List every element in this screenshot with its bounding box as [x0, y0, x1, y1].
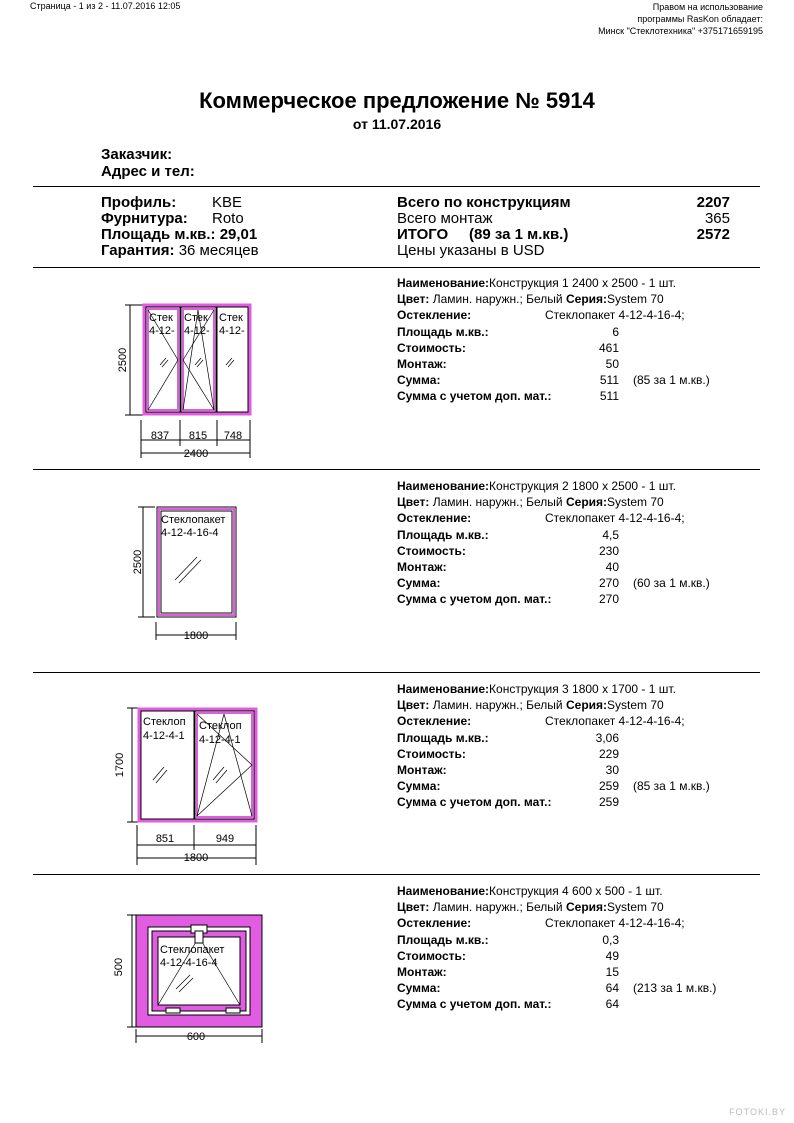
- cost-label: Стоимость:: [397, 746, 466, 761]
- detail-row: [397, 884, 663, 898]
- pane-2-text: 4-12-4-1: [199, 734, 241, 746]
- detail-row: [397, 682, 676, 696]
- series-label: Серия:: [565, 900, 608, 915]
- series-value: System 70: [607, 900, 664, 915]
- detail-row: [397, 292, 664, 306]
- area-value: 0,3: [602, 932, 619, 947]
- glazing-row: [397, 511, 471, 525]
- divider: [33, 186, 760, 187]
- pane-text: Стеклопакет: [160, 944, 225, 956]
- width-dimension: 2400: [183, 448, 209, 460]
- total-constructions-label: Всего по конструкциям: [397, 194, 571, 211]
- profile-row: [101, 194, 243, 211]
- area-value: 3,06: [595, 730, 619, 745]
- customer-label: Заказчик:: [101, 146, 173, 163]
- area-label: Площадь м.кв.:: [397, 730, 489, 745]
- name-label: Наименование:: [397, 479, 490, 493]
- divider: [33, 672, 760, 673]
- page-info: Страница - 1 из 2 - 11.07.2016 12:05: [30, 1, 181, 11]
- total-value: 2572: [696, 226, 730, 243]
- install-label: Монтаж:: [397, 560, 447, 574]
- rights-line-1: Правом на использование: [652, 2, 763, 12]
- width-dimension: 600: [186, 1031, 206, 1043]
- hardware-label: Фурнитура:: [101, 210, 188, 227]
- pane-2-text: Стек: [184, 312, 208, 324]
- sum-total-label: Сумма с учетом доп. мат.:: [397, 795, 552, 810]
- name-label: Наименование:: [397, 276, 490, 290]
- glazing-label: Остекление:: [397, 511, 472, 526]
- sum-per-m2-note: (213 за 1 м.кв.): [633, 981, 717, 996]
- glazing-value: Стеклопакет 4-12-4-16-4;: [545, 714, 685, 729]
- install-value: 15: [605, 965, 619, 979]
- construction-3-drawing: [108, 700, 268, 870]
- glazing-value: Стеклопакет 4-12-4-16-4;: [545, 308, 685, 323]
- cost-value: 230: [598, 543, 619, 558]
- area-label: Площадь м.кв.:: [397, 932, 489, 947]
- pane-text: 4-12-4-16-4: [160, 957, 218, 969]
- section-dimension: 949: [215, 833, 235, 845]
- pane-2-text: Стеклоп: [199, 720, 242, 732]
- glazing-value: Стеклопакет 4-12-4-16-4;: [545, 916, 685, 931]
- color-value: Ламин. наружн.; Белый: [432, 495, 563, 510]
- cost-label: Стоимость:: [397, 543, 466, 558]
- cost-value: 461: [598, 340, 619, 355]
- sum-total-label: Сумма с учетом доп. мат.:: [397, 997, 552, 1012]
- warranty-value: 36 месяцев: [178, 242, 259, 259]
- area-value: 29,01: [219, 226, 258, 243]
- width-dimension: 1800: [183, 852, 209, 864]
- series-value: System 70: [607, 495, 664, 510]
- sum-total-value: 259: [598, 795, 619, 810]
- series-value: System 70: [607, 698, 664, 713]
- rights-line-3: Минск "Стеклотехника" +375171659195: [598, 26, 763, 36]
- color-label: Цвет:: [397, 292, 430, 307]
- series-label: Серия:: [565, 495, 608, 510]
- sum-total-value: 64: [605, 997, 619, 1012]
- sum-label: Сумма:: [397, 981, 441, 996]
- install-label: Монтаж:: [397, 763, 447, 777]
- install-value: 30: [605, 763, 619, 777]
- install-label: Монтаж:: [397, 357, 447, 371]
- sum-total-label: Сумма с учетом доп. мат.:: [397, 389, 552, 404]
- height-dimension: 500: [113, 957, 125, 977]
- area-label: Площадь м.кв.:: [397, 527, 489, 542]
- pane-text: 4-12-4-16-4: [161, 527, 219, 539]
- sum-total-label: Сумма с учетом доп. мат.:: [397, 592, 552, 607]
- sum-total-value: 511: [599, 389, 619, 404]
- color-label: Цвет:: [397, 698, 430, 713]
- detail-row: [397, 479, 676, 493]
- glazing-value: Стеклопакет 4-12-4-16-4;: [545, 511, 685, 526]
- watermark: FOTOKI.BY: [729, 1107, 786, 1117]
- page-title: Коммерческое предложение № 5914: [199, 88, 595, 113]
- area-row: [101, 226, 257, 243]
- divider: [33, 469, 760, 470]
- rights-line-2: программы RasKon обладает:: [637, 14, 763, 24]
- construction-4-drawing: [108, 905, 278, 1050]
- construction-2-drawing: [125, 500, 245, 650]
- pane-1-text: 4-12-4-1: [143, 730, 185, 742]
- glazing-label: Остекление:: [397, 916, 472, 931]
- construction-name: Конструкция 4 600 x 500 - 1 шт.: [489, 884, 663, 898]
- sum-per-m2-note: (60 за 1 м.кв.): [633, 576, 710, 591]
- total-label: ИТОГО (89 за 1 м.кв.): [397, 226, 569, 243]
- total-install-label: Всего монтаж: [397, 210, 493, 227]
- page-subtitle: от 11.07.2016: [352, 116, 442, 132]
- height-dimension: 1700: [114, 752, 126, 778]
- section-dimension: 851: [155, 833, 175, 845]
- series-value: System 70: [607, 292, 664, 307]
- divider: [33, 267, 760, 268]
- sum-value: 64: [605, 981, 619, 996]
- cost-value: 229: [598, 746, 619, 761]
- install-label: Монтаж:: [397, 965, 447, 979]
- detail-row: [397, 495, 664, 509]
- currency-note: Цены указаны в USD: [397, 242, 545, 259]
- glazing-row: [397, 714, 471, 728]
- glazing-label: Остекление:: [397, 714, 472, 729]
- sum-total-value: 270: [598, 592, 619, 607]
- detail-row: [397, 276, 676, 290]
- sum-label: Сумма:: [397, 779, 441, 794]
- glazing-row: [397, 308, 471, 322]
- detail-row: [397, 900, 664, 914]
- name-label: Наименование:: [397, 884, 490, 898]
- height-dimension: 2500: [132, 549, 144, 575]
- color-value: Ламин. наружн.; Белый: [432, 698, 563, 713]
- total-constructions-value: 2207: [696, 194, 730, 211]
- pane-3-text: 4-12-: [219, 325, 245, 337]
- pane-1-text: 4-12-: [149, 325, 175, 337]
- color-label: Цвет:: [397, 495, 430, 510]
- section-dimension: 815: [188, 430, 208, 442]
- install-value: 40: [605, 560, 619, 574]
- warranty-row: [101, 242, 259, 259]
- sum-per-m2-note: (85 за 1 м.кв.): [633, 779, 710, 794]
- glazing-row: [397, 916, 471, 930]
- profile-value: KBE: [212, 194, 243, 211]
- construction-name: Конструкция 1 2400 x 2500 - 1 шт.: [489, 276, 676, 290]
- construction-1-drawing: [110, 290, 280, 465]
- rights-notice: [598, 1, 763, 37]
- sum-value: 270: [598, 576, 619, 591]
- pane-2-text: 4-12-: [184, 325, 210, 337]
- address-label: Адрес и тел:: [101, 163, 195, 180]
- cost-label: Стоимость:: [397, 948, 466, 963]
- cost-label: Стоимость:: [397, 340, 466, 355]
- section-dimension: 837: [150, 430, 170, 442]
- series-label: Серия:: [565, 292, 608, 307]
- area-value: 4,5: [602, 527, 619, 542]
- area-value: 6: [612, 324, 619, 339]
- sum-label: Сумма:: [397, 576, 441, 591]
- construction-name: Конструкция 3 1800 x 1700 - 1 шт.: [489, 682, 676, 696]
- profile-label: Профиль:: [101, 194, 177, 211]
- detail-row: [397, 698, 664, 712]
- total-install-value: 365: [704, 210, 730, 227]
- divider: [33, 874, 760, 875]
- pane-1-text: Стеклоп: [143, 716, 186, 728]
- pane-1-text: Стек: [149, 312, 173, 324]
- sum-value: 511: [599, 373, 619, 388]
- hardware-value: Roto: [212, 210, 244, 227]
- color-value: Ламин. наружн.; Белый: [432, 900, 563, 915]
- warranty-label: Гарантия:: [101, 242, 175, 259]
- area-label: Площадь м.кв.:: [397, 324, 489, 339]
- width-dimension: 1800: [183, 630, 209, 642]
- section-dimension: 748: [223, 430, 243, 442]
- pane-text: Стеклопакет: [161, 514, 226, 526]
- color-value: Ламин. наружн.; Белый: [432, 292, 563, 307]
- series-label: Серия:: [565, 698, 608, 713]
- cost-value: 49: [605, 948, 619, 963]
- install-value: 50: [605, 357, 619, 371]
- sum-label: Сумма:: [397, 373, 441, 388]
- name-label: Наименование:: [397, 682, 490, 696]
- sum-per-m2-note: (85 за 1 м.кв.): [633, 373, 710, 388]
- area-label: Площадь м.кв.:: [101, 226, 216, 243]
- color-label: Цвет:: [397, 900, 430, 915]
- hardware-row: [101, 210, 244, 227]
- glazing-label: Остекление:: [397, 308, 472, 323]
- height-dimension: 2500: [117, 347, 129, 373]
- construction-name: Конструкция 2 1800 x 2500 - 1 шт.: [489, 479, 676, 493]
- sum-value: 259: [598, 779, 619, 794]
- pane-3-text: Стек: [219, 312, 243, 324]
